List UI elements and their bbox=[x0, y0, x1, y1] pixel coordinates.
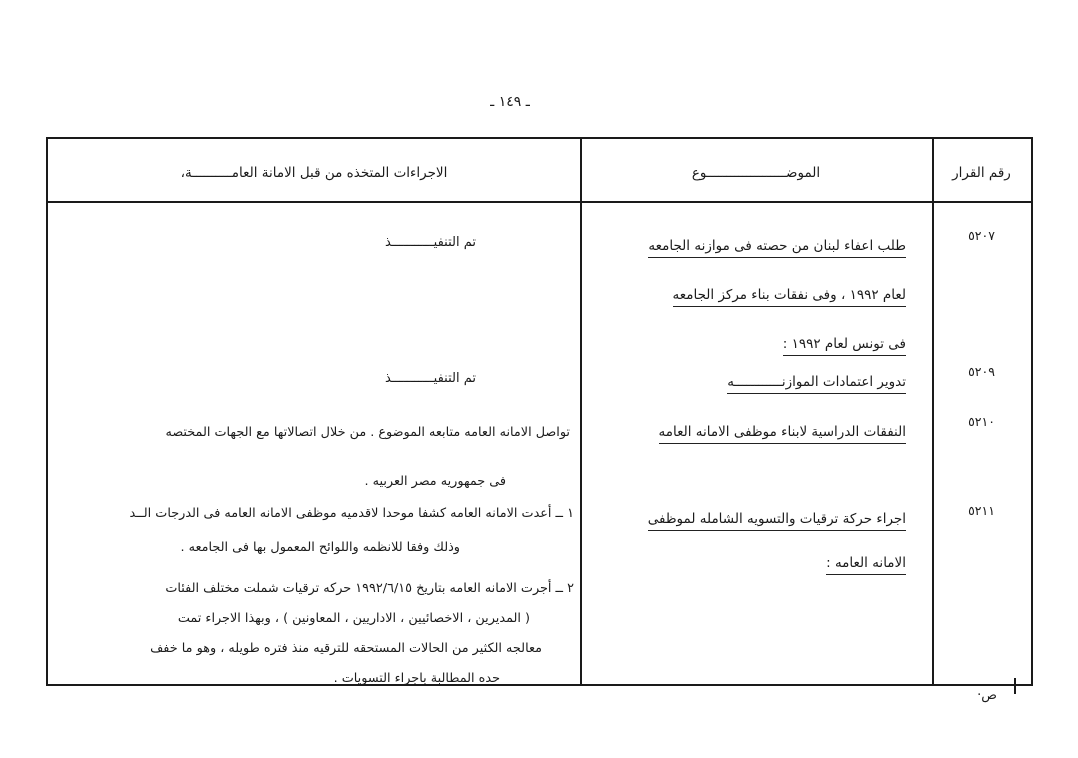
actions-cell bbox=[48, 497, 580, 694]
header-subject: الموضــــــــــــــــــــوع bbox=[691, 165, 821, 181]
actions-cell bbox=[48, 222, 580, 264]
actions-cell bbox=[48, 408, 580, 506]
page-number: ـ ١٤٩ ـ bbox=[490, 94, 530, 110]
decision-number-cell bbox=[932, 222, 1031, 243]
action-text: تم التنفيـــــــــــذ bbox=[384, 371, 476, 386]
subject-cell bbox=[580, 222, 932, 369]
scan-artifact-tick bbox=[1014, 678, 1016, 694]
subject-line: الامانه العامه : bbox=[580, 541, 932, 585]
subject-cell bbox=[580, 497, 932, 585]
actions-cell bbox=[48, 358, 580, 400]
table-header-row bbox=[48, 139, 1031, 203]
action-line: فى جمهوريه مصر العربيه . bbox=[364, 474, 506, 489]
action-line: ١ ــ أعدت الامانه العامه كشفا موحدا لاقدميه موظفى الامانه العامه فى الدرجات الــد bbox=[129, 506, 574, 521]
subject-line: طلب اعفاء لبنان من حصته فى موازنه الجامعه bbox=[580, 222, 932, 271]
decision-number: ٥٢٠٩ bbox=[968, 364, 995, 379]
subject-line: النفقات الدراسية لابناء موظفى الامانه العامه bbox=[580, 408, 932, 457]
action-text: تم التنفيـــــــــــذ bbox=[384, 235, 476, 250]
page-footer-mark: ص· bbox=[977, 688, 997, 703]
subject-line: لعام ١٩٩٢ ، وفى نفقات بناء مركز الجامعه bbox=[580, 271, 932, 320]
decision-number: ٥٢١١ bbox=[968, 503, 995, 518]
decisions-table bbox=[46, 137, 1033, 686]
action-line: تواصل الامانه العامه متابعه الموضوع . من خلال اتصالاتها مع الجهات المختصه bbox=[165, 425, 570, 440]
subject-cell bbox=[580, 408, 932, 457]
decision-number-cell bbox=[932, 497, 1031, 518]
header-decision-number: رقم القرار bbox=[952, 165, 1011, 181]
action-line: وذلك وفقا للانظمه واللوائح المعمول بها فى الجامعه . bbox=[180, 540, 460, 555]
action-line: ( المديرين ، الاخصائيين ، الاداريين ، المعاونين ) ، وبهذا الاجراء تمت bbox=[177, 611, 530, 626]
subject-line: تدوير اعتمادات الموازنــــــــــــه bbox=[580, 358, 932, 407]
subject-line: فى تونس لعام ١٩٩٢ : bbox=[580, 320, 932, 369]
action-item-1 bbox=[48, 497, 580, 565]
subject-cell bbox=[580, 358, 932, 407]
decision-number-cell bbox=[932, 358, 1031, 379]
action-line: حده المطالبة باجراء التسويات . bbox=[333, 671, 500, 686]
table-body bbox=[48, 203, 1031, 684]
decision-number-cell bbox=[932, 408, 1031, 429]
subject-line: اجراء حركة ترقيات والتسويه الشامله لموظفى bbox=[580, 497, 932, 541]
decision-number: ٥٢١٠ bbox=[968, 414, 995, 429]
action-line: ٢ ــ أجرت الامانه العامه بتاريخ ١٩٩٢/٦/١٥ حركه ترقيات شملت مختلف الفئات bbox=[165, 581, 574, 596]
action-item-2 bbox=[48, 574, 580, 694]
action-line: معالجه الكثير من الحالات المستحقه للترقيه منذ فتره طويله ، وهو ما خفف bbox=[150, 641, 542, 656]
header-actions: الاجراءات المتخذه من قبل الامانة العامــــــــــة، bbox=[180, 165, 448, 181]
decision-number: ٥٢٠٧ bbox=[968, 228, 995, 243]
